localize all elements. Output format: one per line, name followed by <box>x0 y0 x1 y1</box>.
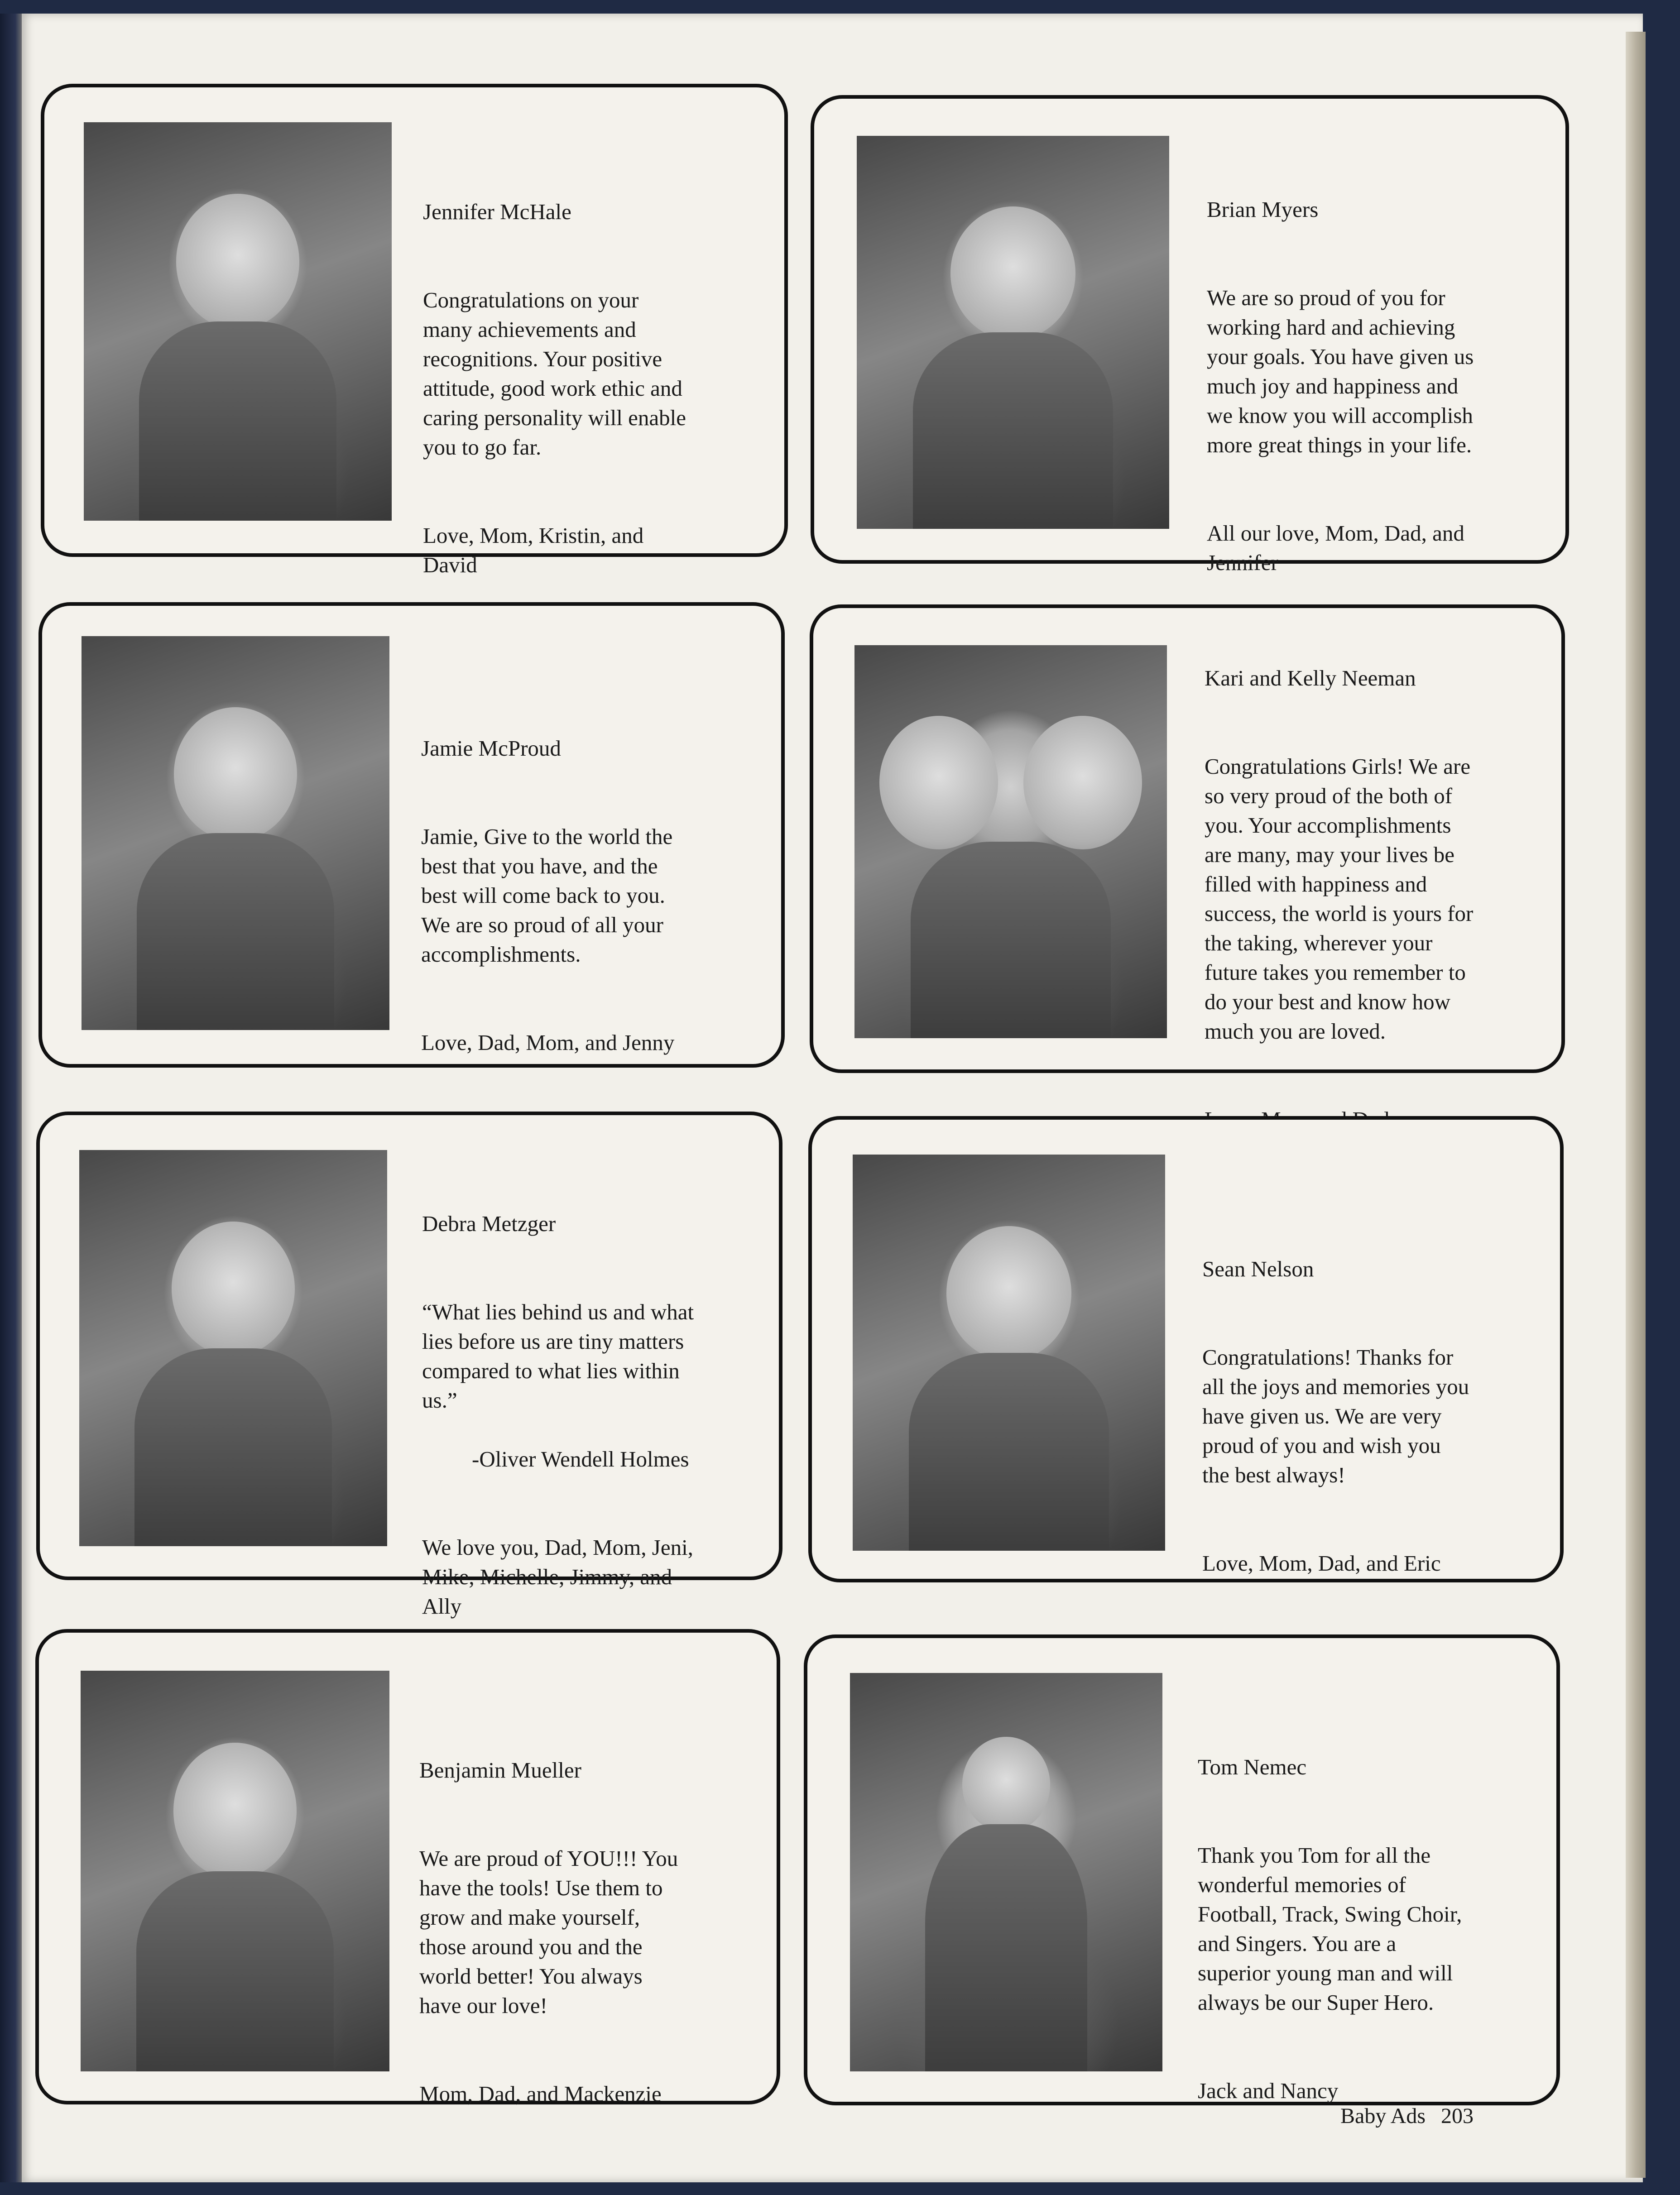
ad-name: Benjamin Mueller <box>419 1758 581 1783</box>
ad-text-jamie-mcproud <box>421 704 765 1087</box>
baby-photo-debra-metzger <box>79 1150 387 1546</box>
baby-photo-sean-nelson <box>853 1155 1165 1551</box>
ad-signature: All our love, Mom, Dad, and Jennifer <box>1207 521 1464 575</box>
ad-text-brian-myers <box>1207 165 1560 607</box>
ad-name: Jennifer McHale <box>423 199 571 224</box>
ad-text-jennifer-mchale <box>423 168 767 609</box>
page-edge <box>1626 32 1646 2178</box>
ad-name: Jamie McProud <box>421 736 561 761</box>
page-number: 203 <box>1441 2104 1474 2128</box>
ad-name: Sean Nelson <box>1202 1256 1314 1281</box>
ad-signature: We love you, Dad, Mom, Jeni, Mike, Michelle, Jimmy, and Ally <box>422 1535 693 1619</box>
ad-signature: Mom, Dad, and Mackenzie <box>419 2081 662 2106</box>
ad-message: Congratulations on your many achievements and recognitions. Your positive attitude, good work ethic and caring personality will enable you to go far. <box>423 288 686 460</box>
ad-quote: “What lies behind us and what lies before us are tiny matters compared to what lies within us.” <box>422 1299 694 1413</box>
baby-photo-jamie-mcproud <box>82 636 389 1030</box>
baby-photo-benjamin-mueller <box>81 1671 389 2071</box>
ad-signature: Love, Mom, Dad, and Eric <box>1202 1551 1441 1576</box>
ad-message: We are proud of YOU!!! You have the tools! Use them to grow and make yourself, those around you and the world better! You always have our love! <box>419 1846 678 2018</box>
ad-message: Thank you Tom for all the wonderful memories of Football, Track, Swing Choir, and Singers. You are a superior young man and will always be our Super Hero. <box>1198 1843 1462 2015</box>
ad-name: Kari and Kelly Neeman <box>1205 666 1416 690</box>
section-title: Baby Ads <box>1340 2104 1426 2128</box>
baby-photo-kari-kelly-neeman <box>854 645 1167 1038</box>
ad-text-sean-nelson <box>1202 1225 1560 1607</box>
ad-text-tom-nemec <box>1198 1723 1555 2135</box>
ad-text-kari-kelly-neeman <box>1205 634 1562 1164</box>
ad-message: Jamie, Give to the world the best that you have, and the best will come back to you. We are so proud of all your accomplishments. <box>421 824 673 967</box>
ad-name: Debra Metzger <box>422 1211 556 1236</box>
ad-signature: Love, Dad, Mom, and Jenny <box>421 1030 675 1055</box>
baby-photo-jennifer-mchale <box>84 122 392 521</box>
baby-photo-brian-myers <box>857 136 1169 529</box>
ad-signature: Jack and Nancy <box>1198 2078 1339 2103</box>
ad-text-debra-metzger <box>422 1179 775 1650</box>
ad-text-benjamin-mueller <box>419 1726 773 2138</box>
page-footer <box>1340 2104 1489 2128</box>
ad-message: Congratulations Girls! We are so very proud of the both of you. Your accomplishments are many, may your lives be filled with happiness and success, the world is yours for the taking, wherever your future takes you remember to do your best and know how much you are loved. <box>1205 754 1474 1044</box>
ad-message: We are so proud of you for working hard and achieving your goals. You have given us much joy and happiness and we know you will accomplish more great things in your life. <box>1207 285 1474 457</box>
ad-message: Congratulations! Thanks for all the joys and memories you have given us. We are very proud of you and wish you the best always! <box>1202 1345 1469 1487</box>
ad-name: Brian Myers <box>1207 197 1319 222</box>
ad-name: Tom Nemec <box>1198 1754 1307 1779</box>
ad-quote-attribution: -Oliver Wendell Holmes <box>472 1447 689 1471</box>
baby-photo-tom-nemec <box>850 1673 1162 2071</box>
ad-signature: Love, Mom, Kristin, and David <box>423 523 644 577</box>
